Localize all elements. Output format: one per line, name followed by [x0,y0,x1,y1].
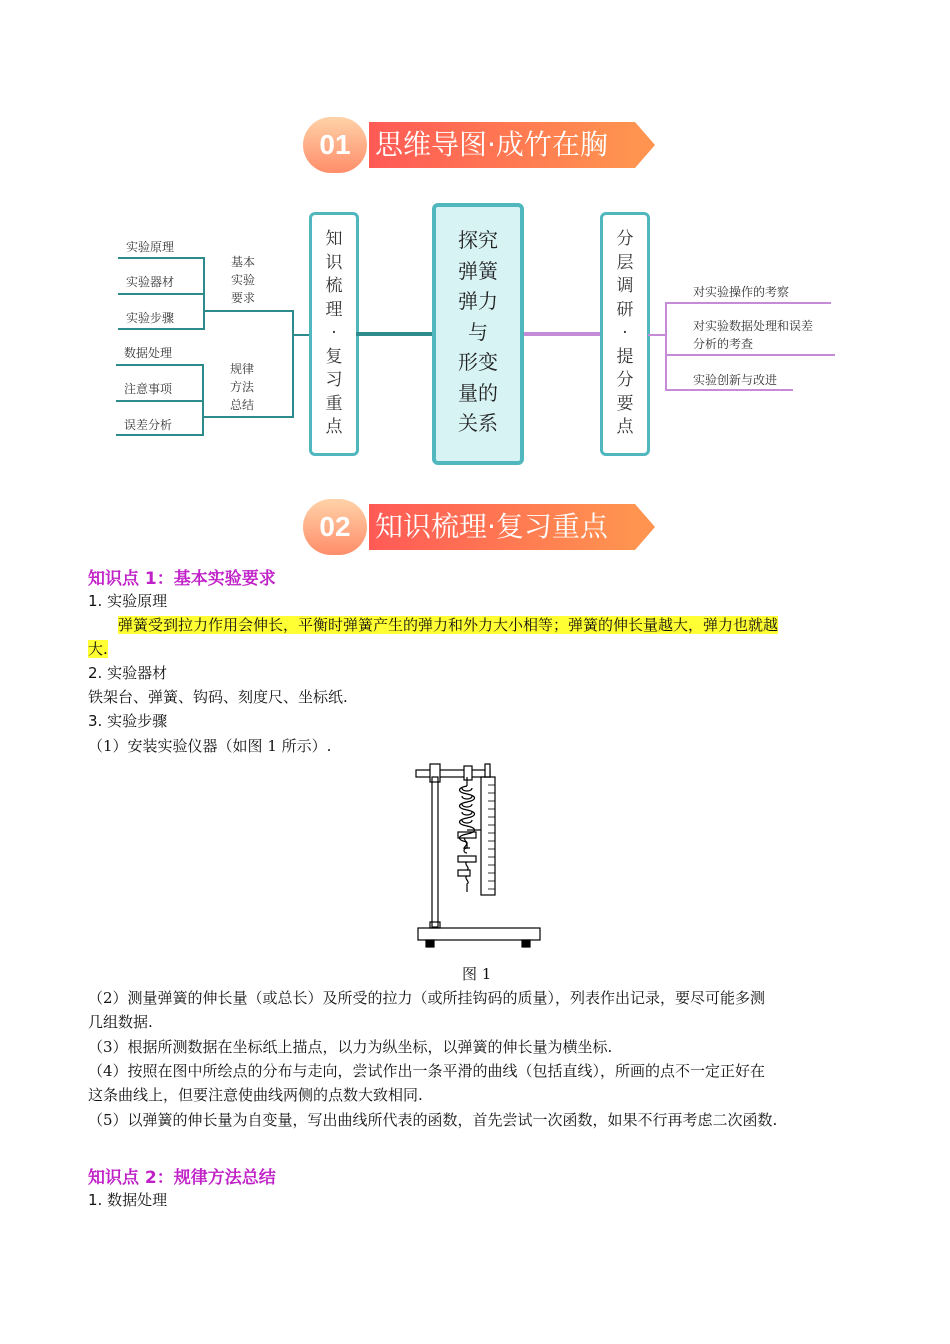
mm-item-steps: 实验步骤 [126,311,175,325]
text-line: （4）按照在图中所绘点的分布与走向，尝试作出一条平滑的曲线（包括直线），所画的点不一定正好在 [88,1062,766,1080]
box-char: 分 [616,370,634,390]
mm-item-data: 数据处理 [124,346,173,360]
box-char: 知 [325,229,343,249]
text-line: （2）测量弹簧的伸长量（或总长）及所受的拉力（或所挂钩码的质量），列表作出记录，要尽可能多测 [88,989,766,1007]
foot [426,940,434,947]
label-line: 实验 [231,273,256,287]
connector [665,354,835,356]
box-char: 层 [616,252,634,273]
center-text: 弹力 [458,289,498,313]
connector [203,310,293,312]
section-title: 思维导图·成竹在胸 [369,122,635,168]
box-char: 梳 [325,276,343,296]
connector [665,302,667,390]
mm-item-equipment: 实验器材 [126,275,175,289]
clamp [464,766,472,780]
mm-item-innovation: 实验创新与改进 [693,373,778,387]
center-text: 弹簧 [458,258,498,283]
box-char: 分 [616,229,634,249]
connector [118,328,204,330]
kp1-s3-title: 3. 实验步骤 [88,712,168,730]
kp1-s2-title: 2. 实验器材 [88,664,168,682]
label-line: 分析的考查 [693,337,754,351]
figure-caption: 图 1 [462,965,492,983]
mm-item-data-analysis [693,317,813,353]
connector [202,364,204,436]
kp2-s1-title: 1. 数据处理 [88,1191,168,1209]
connector [203,257,205,330]
crossbar [416,770,490,777]
box-char: 点 [616,417,634,437]
mm-group-basic-label [231,253,255,307]
box-char: 识 [325,252,343,273]
clamp [485,764,490,777]
mm-item-notes: 注意事项 [124,382,173,396]
box-char: 要 [616,393,634,414]
weight [458,870,470,876]
section-title: 知识梳理·复习重点 [369,504,635,550]
box-char: 研 [616,299,634,320]
mm-item-operation: 对实验操作的考察 [693,285,790,299]
connector [116,364,203,366]
ruler-ticks [488,785,495,889]
ruler [481,777,495,895]
box-char: 习 [325,370,343,390]
center-text: 形变 [458,350,498,374]
text-line: 几组数据. [88,1013,153,1031]
section-banner-1 [303,117,649,173]
kp1-step3: （3）根据所测数据在坐标纸上描点，以力为纵坐标，以弹簧的伸长量为横坐标. [88,1038,613,1056]
connector [118,293,204,295]
foot [522,940,530,947]
base [418,928,540,940]
mm-item-principle: 实验原理 [126,240,175,254]
connector [202,416,293,418]
connector [665,302,831,304]
label-line: 规律 [230,362,255,376]
banner-arrow-tip [635,122,655,168]
section-number: 01 [303,117,367,173]
figure-spring-apparatus [410,760,550,955]
connector [292,310,294,418]
spring [460,786,475,842]
mm-box-knowledge-review [309,212,359,456]
text-line: 这条曲线上，但要注意使曲线两侧的点数大致相同. [88,1086,423,1104]
connector [116,434,203,436]
kp1-s1-title: 1. 实验原理 [88,592,168,610]
label-line: 对实验数据处理和误差 [693,319,814,333]
mm-group-method-label [230,360,254,414]
label-line: 方法 [230,380,255,394]
box-char: 理 [325,299,343,320]
connector [524,332,600,336]
box-char: · [622,323,628,343]
mm-box-layered-research [600,212,650,456]
center-text: 探究 [458,228,498,252]
center-text: 量的 [458,380,498,405]
kp1-s2-body: 铁架台、弹簧、钩码、刻度尺、坐标纸. [88,688,348,706]
kp1-step2 [88,986,878,1034]
weight [458,856,476,862]
pole [432,777,438,927]
kp1-step5: （5）以弹簧的伸长量为自变量，写出曲线所代表的函数，首先尝试一次函数，如果不行再考虑二次函数. [88,1111,778,1129]
box-char: 点 [325,417,343,437]
connector [356,332,432,336]
highlight-line: 大. [88,640,108,658]
box-char: 提 [616,346,634,367]
label-line: 基本 [231,255,256,269]
connector [118,257,204,259]
label-line: 总结 [230,398,255,412]
section-banner-2 [303,499,649,555]
connector [665,389,793,391]
mm-item-error: 误差分析 [124,418,173,432]
kp1-step1: （1）安装实验仪器（如图 1 所示）. [88,737,332,755]
kp1-heading: 知识点 1：基本实验要求 [88,569,276,589]
highlight-line: 弹簧受到拉力作用会伸长，平衡时弹簧产生的弹力和外力大小相等；弹簧的伸长量越大，弹力也就越 [118,616,779,634]
banner-arrow-tip [635,504,655,550]
connector [648,334,666,336]
center-text: 关系 [458,411,498,435]
box-char: · [331,323,337,343]
kp2-heading: 知识点 2：规律方法总结 [88,1168,276,1188]
box-char: 调 [616,276,634,296]
box-char: 重 [325,393,343,414]
weight [458,832,476,838]
connector [116,400,203,402]
label-line: 要求 [231,291,256,305]
box-char: 复 [325,346,343,367]
center-text: 与 [468,319,488,344]
kp1-s1-body [88,613,878,661]
kp1-step4 [88,1059,878,1107]
mm-center-topic [432,203,524,465]
connector [292,334,310,336]
section-number: 02 [303,499,367,555]
